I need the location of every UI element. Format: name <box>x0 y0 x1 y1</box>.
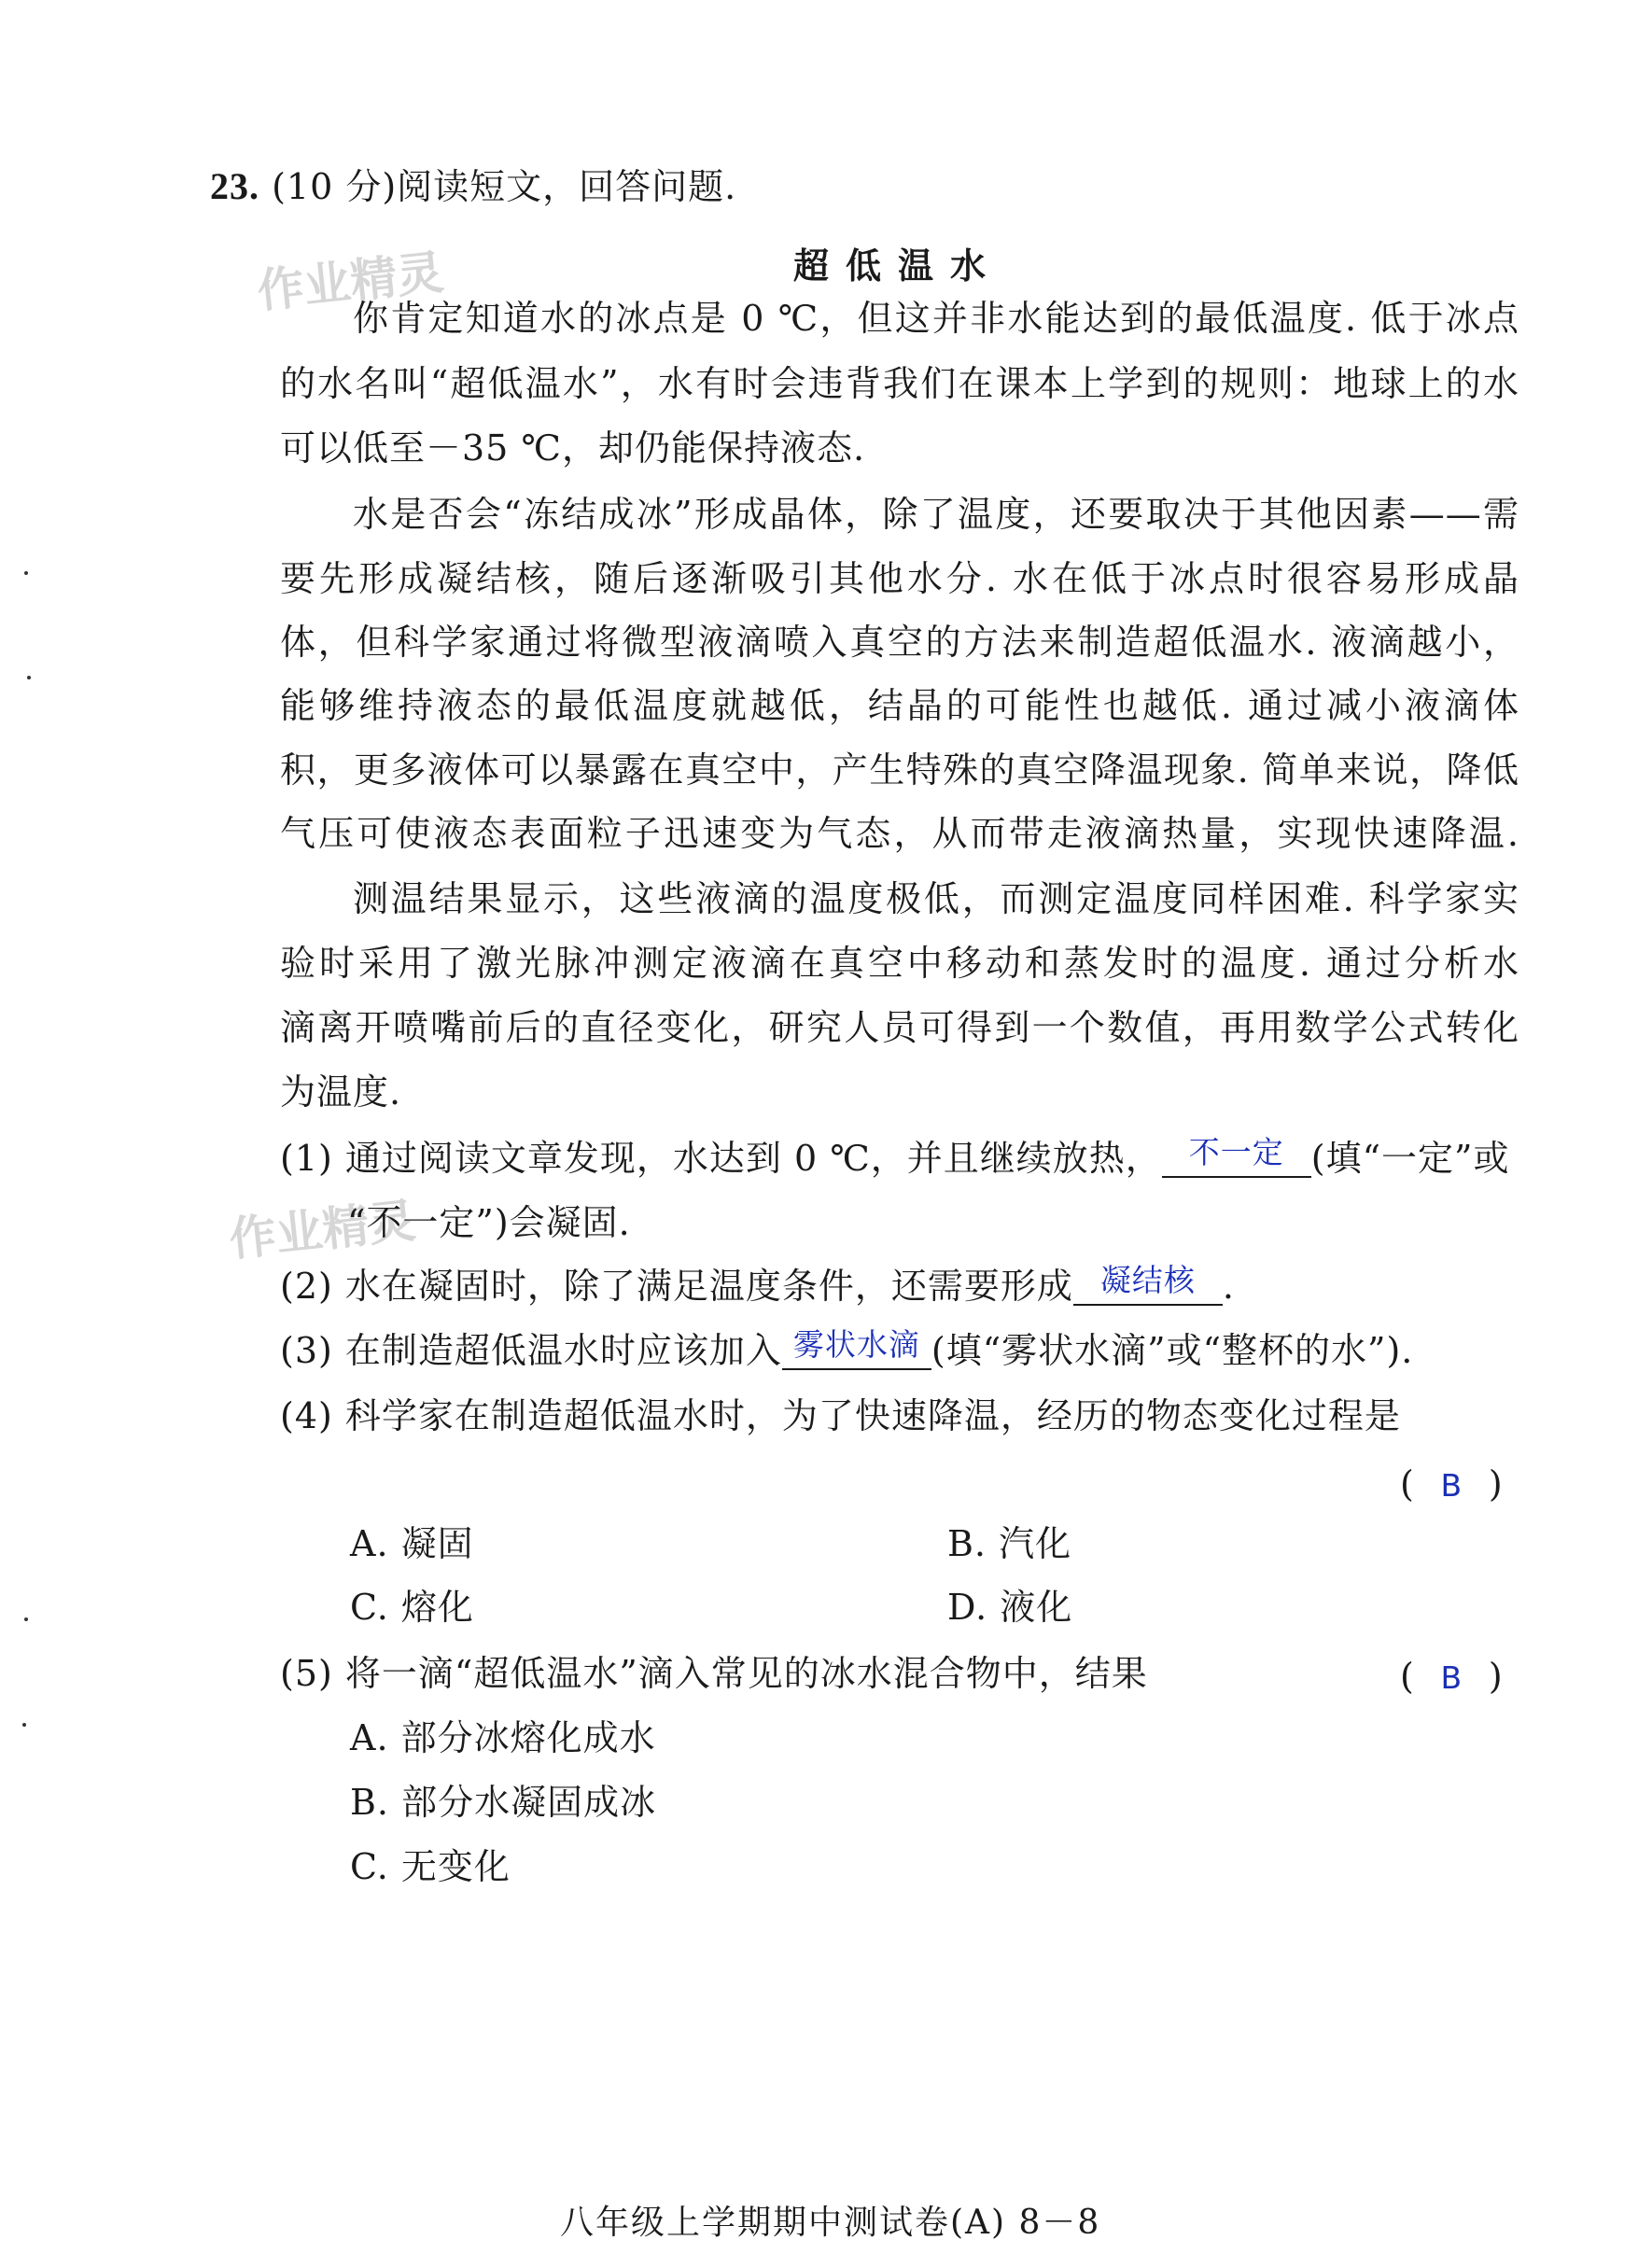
q2-answer-blank[interactable] <box>1073 1262 1223 1306</box>
q5-option-b[interactable]: B. 部分水凝固成冰 <box>350 1782 657 1823</box>
subquestion-4: (4) 科学家在制造超低温水时，为了快速降温，经历的物态变化过程是 <box>280 1395 1401 1436</box>
subquestion-2 <box>280 1262 1236 1307</box>
subquestion-5: (5) 将一滴“超低温水”滴入常见的冰水混合物中，结果 <box>280 1653 1148 1694</box>
q5-option-a[interactable]: A. 部分冰熔化成水 <box>350 1717 656 1758</box>
article-line-9: 气压可使液态表面粒子迅速变为气态，从而带走液滴热量，实现快速降温. <box>280 813 1519 854</box>
margin-dot <box>24 571 28 575</box>
q4-answer: B <box>1440 1467 1463 1504</box>
question-header-text: (10 分)阅读短文，回答问题. <box>272 166 737 207</box>
margin-dot <box>24 1617 28 1621</box>
q3-answer: 雾状水滴 <box>792 1326 920 1363</box>
watermark-top: 作业精灵 <box>254 245 446 319</box>
article-line-10: 测温结果显示，这些液滴的温度极低，而测定温度同样困难. 科学家实 <box>353 878 1519 919</box>
q1-line2: “不一定”)会凝固. <box>347 1202 631 1243</box>
q2-text-before: (2) 水在凝固时，除了满足温度条件，还需要形成 <box>280 1266 1073 1307</box>
q5-answer: B <box>1440 1659 1463 1696</box>
question-header <box>210 165 737 207</box>
q4-paren-open: ( <box>1400 1463 1414 1505</box>
q1-text-before: (1) 通过阅读文章发现，水达到 0 ℃，并且继续放热， <box>280 1138 1162 1179</box>
article-line-5: 要先形成凝结核，随后逐渐吸引其他水分. 水在低于冰点时很容易形成晶 <box>280 558 1519 599</box>
article-line-1: 你肯定知道水的冰点是 0 ℃，但这并非水能达到的最低温度. 低于冰点 <box>353 298 1519 339</box>
article-line-13: 为温度. <box>280 1071 402 1113</box>
article-line-6: 体，但科学家通过将微型液滴喷入真空的方法来制造超低温水. 液滴越小， <box>280 622 1519 663</box>
article-line-8: 积，更多液体可以暴露在真空中，产生特殊的真空降温现象. 简单来说，降低 <box>280 749 1519 791</box>
article-title: 超低温水 <box>793 245 1003 287</box>
q3-answer-blank[interactable] <box>782 1326 931 1370</box>
q1-answer-blank[interactable] <box>1162 1134 1311 1178</box>
margin-dot <box>27 676 31 679</box>
q2-answer: 凝结核 <box>1099 1262 1196 1298</box>
article-line-3: 可以低至－35 ℃，却仍能保持液态. <box>280 427 866 469</box>
article-line-12: 滴离开喷嘴前后的直径变化，研究人员可得到一个数值，再用数学公式转化 <box>280 1007 1519 1048</box>
q5-paren-open: ( <box>1400 1656 1414 1697</box>
q2-text-after: . <box>1222 1266 1236 1307</box>
q4-option-a[interactable]: A. 凝固 <box>350 1523 474 1564</box>
q4-option-b[interactable]: B. 汽化 <box>947 1523 1072 1564</box>
q5-option-c[interactable]: C. 无变化 <box>350 1846 511 1887</box>
margin-dot <box>22 1723 26 1727</box>
q3-text-before: (3) 在制造超低温水时应该加入 <box>280 1330 782 1371</box>
question-number: 23. <box>210 165 259 207</box>
subquestion-1 <box>280 1134 1510 1179</box>
article-line-7: 能够维持液态的最低温度就越低，结晶的可能性也越低. 通过减小液滴体 <box>280 685 1519 726</box>
q1-text-after: (填“一定”或 <box>1310 1138 1510 1179</box>
page-footer: 八年级上学期期中测试卷(A) 8－8 <box>560 2204 1101 2242</box>
q5-paren-close: ) <box>1488 1656 1503 1697</box>
q4-option-d[interactable]: D. 液化 <box>947 1587 1073 1628</box>
watermark-middle: 作业精灵 <box>226 1193 418 1267</box>
q5-answer-paren[interactable] <box>1400 1656 1503 1697</box>
q4-option-c[interactable]: C. 熔化 <box>350 1587 474 1628</box>
q4-paren-close: ) <box>1488 1463 1503 1505</box>
q4-answer-paren[interactable] <box>1400 1463 1503 1505</box>
q3-text-after: (填“雾状水滴”或“整杯的水”). <box>931 1330 1414 1371</box>
q1-answer: 不一定 <box>1188 1134 1284 1170</box>
subquestion-3 <box>280 1326 1414 1371</box>
article-line-11: 验时采用了激光脉冲测定液滴在真空中移动和蒸发时的温度. 通过分析水 <box>280 943 1519 984</box>
article-line-4: 水是否会“冻结成冰”形成晶体，除了温度，还要取决于其他因素——需 <box>353 494 1519 535</box>
article-line-2: 的水名叫“超低温水”，水有时会违背我们在课本上学到的规则：地球上的水 <box>280 363 1519 404</box>
